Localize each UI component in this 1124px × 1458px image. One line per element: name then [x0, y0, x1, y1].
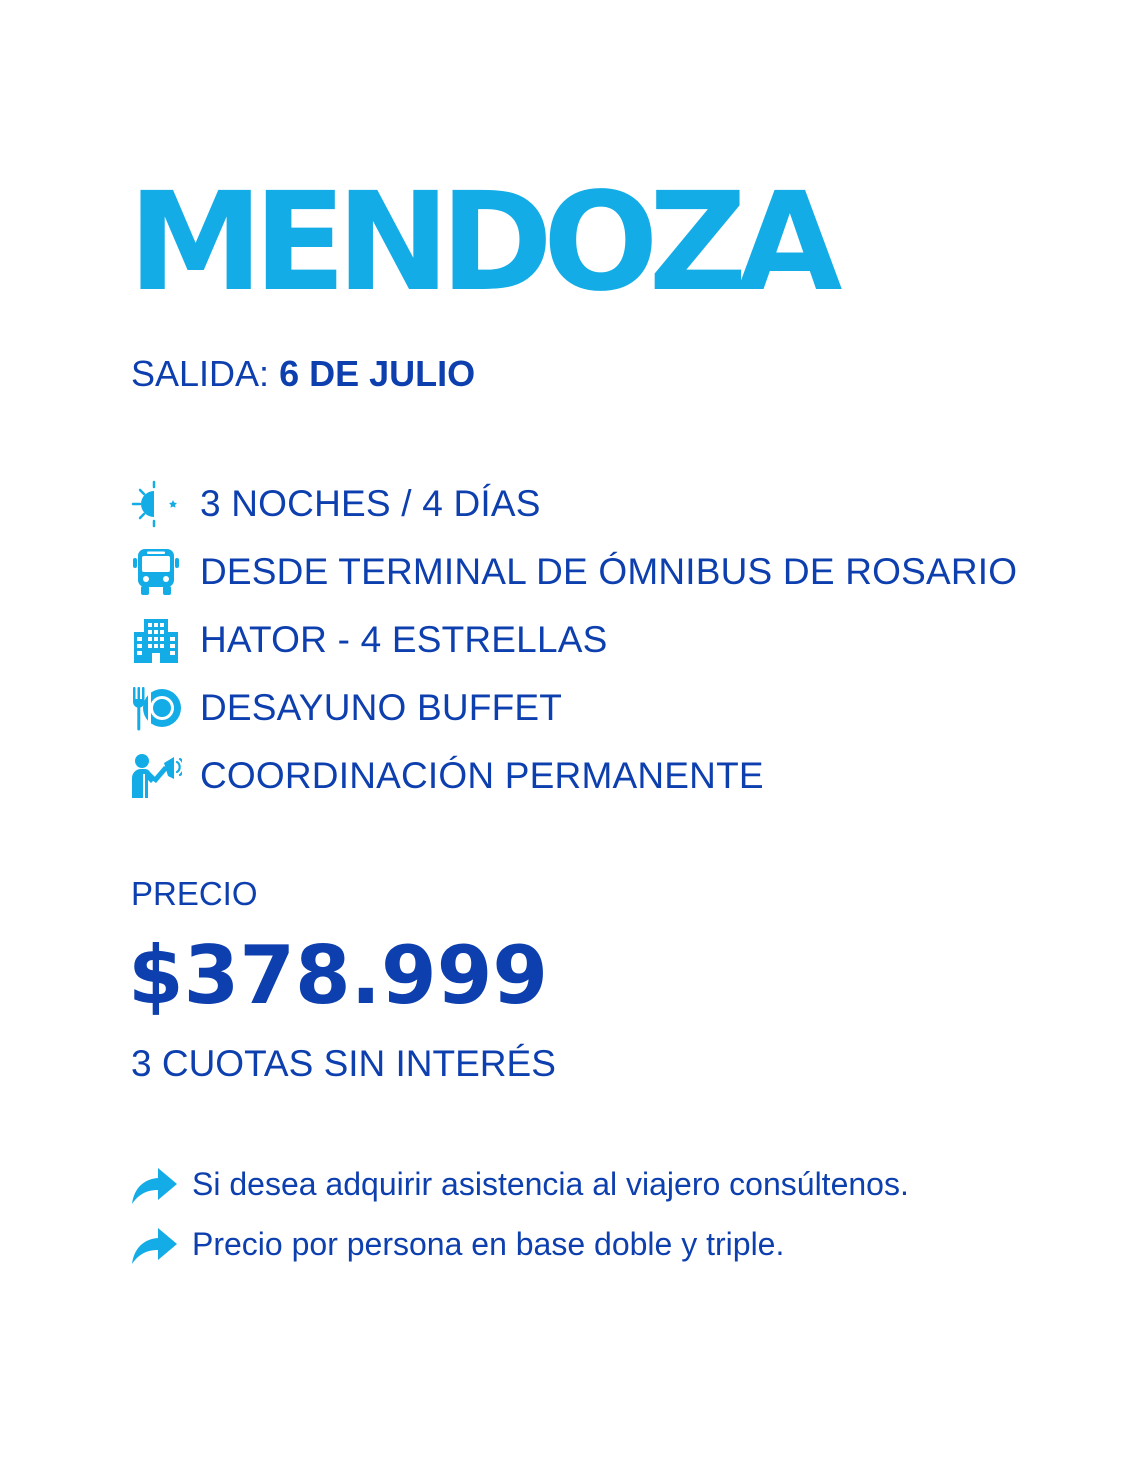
installments-text: 3 CUOTAS SIN INTERÉS: [131, 1043, 556, 1084]
price-label: PRECIO: [131, 875, 258, 912]
price-amount: $378.999: [128, 929, 549, 1022]
feature-text: DESDE TERMINAL DE ÓMNIBUS DE ROSARIO: [200, 551, 1018, 592]
feature-item-bus: [130, 538, 1017, 606]
bus-icon: [130, 546, 182, 598]
departure-label: SALIDA:: [131, 353, 270, 394]
feature-item-breakfast: [130, 674, 1017, 742]
feature-item-nights: [130, 470, 1017, 538]
feature-item-hotel: [130, 606, 1017, 674]
note-item: [128, 1214, 909, 1274]
destination-title: MENDOZA: [128, 164, 833, 322]
share-arrow-icon: [128, 1220, 180, 1268]
feature-text: COORDINACIÓN PERMANENTE: [200, 755, 764, 796]
guide-megaphone-icon: [130, 750, 182, 802]
departure-date: 6 DE JULIO: [279, 353, 476, 394]
departure-line: [131, 352, 475, 396]
note-item: [128, 1154, 909, 1214]
feature-text: DESAYUNO BUFFET: [200, 687, 563, 728]
notes-list: [128, 1154, 909, 1274]
breakfast-icon: [130, 682, 182, 734]
features-list: [130, 470, 1017, 810]
note-text: Si desea adquirir asistencia al viajero consúltenos.: [192, 1165, 909, 1202]
note-text: Precio por persona en base doble y triple.: [192, 1225, 785, 1262]
feature-text: 3 NOCHES / 4 DÍAS: [200, 483, 541, 524]
hotel-icon: [130, 614, 182, 666]
feature-item-coordination: [130, 742, 1017, 810]
share-arrow-icon: [128, 1160, 180, 1208]
day-night-icon: [130, 478, 182, 530]
feature-text: HATOR - 4 ESTRELLAS: [200, 619, 608, 660]
